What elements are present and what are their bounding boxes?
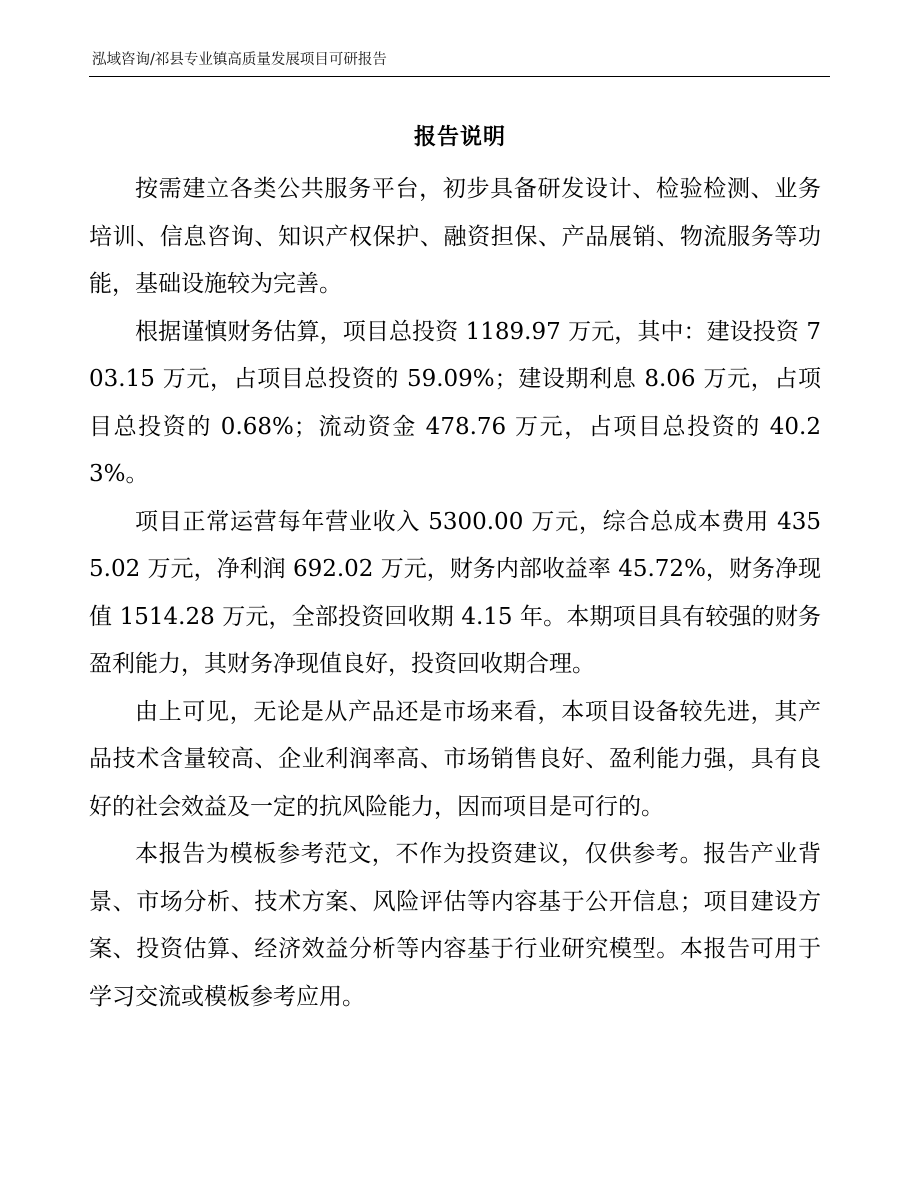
section-title: 报告说明 bbox=[413, 124, 506, 150]
paragraph-platforms: 按需建立各类公共服务平台，初步具备研发设计、检验检测、业务培训、信息咨询、知识产权保护、融资担保、产品展销、物流服务等功能，基础设施较为完善。 bbox=[89, 176, 821, 297]
paragraph-investment: 根据谨慎财务估算，项目总投资 1189.97 万元，其中：建设投资 703.15 万元，占项目总投资的 59.09%；建设期利息 8.06 万元，占项目总投资的 0.68%；流动资金 478.76 万元，占项目总投资的 40.23%。 bbox=[89, 318, 821, 487]
paragraph-disclaimer: 本报告为模板参考范文，不作为投资建议，仅供参考。报告产业背景、市场分析、技术方案、风险评估等内容基于公开信息；项目建设方案、投资估算、经济效益分析等内容基于行业研究模型。本报告可用于学习交流或模板参考应用。 bbox=[89, 841, 821, 1010]
paragraph-financials: 项目正常运营每年营业收入 5300.00 万元，综合总成本费用 4355.02 万元，净利润 692.02 万元，财务内部收益率 45.72%，财务净现值 1514.28 万元，全部投资回收期 4.15 年。本期项目具有较强的财务盈利能力，其财务净现值良好，投资回收期合理。 bbox=[89, 508, 821, 677]
paragraph-conclusion: 由上可见，无论是从产品还是市场来看，本项目设备较先进，其产品技术含量较高、企业利润率高、市场销售良好、盈利能力强，具有良好的社会效益及一定的抗风险能力，因而项目是可行的。 bbox=[89, 698, 821, 820]
document-body bbox=[89, 166, 821, 1021]
header-divider bbox=[89, 76, 830, 77]
running-header: 泓域咨询/祁县专业镇高质量发展项目可研报告 bbox=[92, 52, 387, 68]
